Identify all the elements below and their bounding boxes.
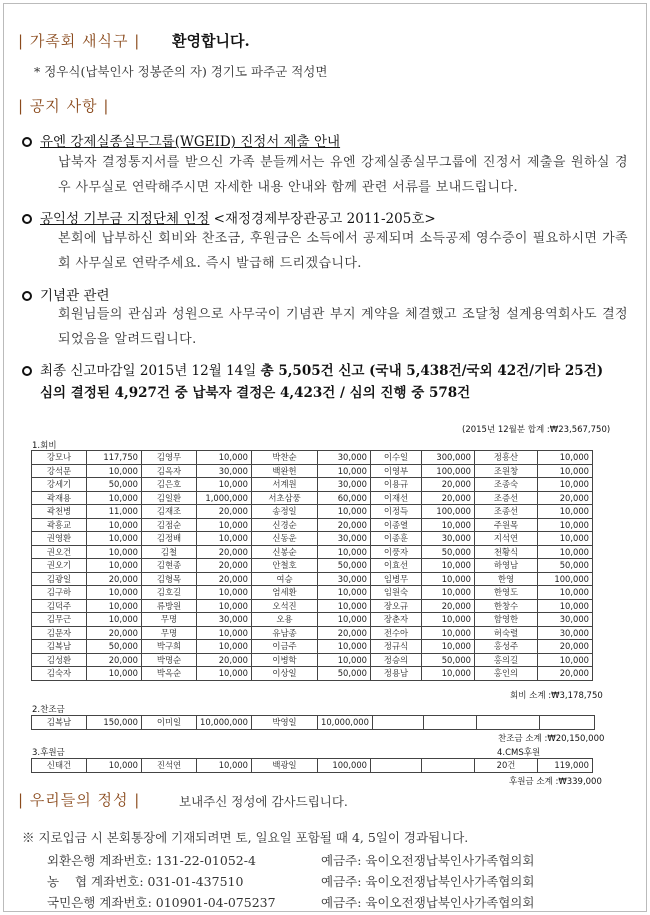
donor-name-cell: 무명 (142, 626, 197, 640)
donor-name-cell: 정승의 (371, 653, 422, 667)
amount-cell: 100,000 (422, 505, 475, 519)
donor-name-cell: 이수일 (371, 451, 422, 465)
notice-item-title (22, 207, 436, 227)
donor-name-cell: 송정일 (252, 505, 318, 519)
donor-name-cell: 이금주 (252, 640, 318, 654)
amount-cell: 10,000 (422, 586, 475, 600)
amount-cell: 100,000 (538, 572, 593, 586)
bullet-circle-icon (22, 214, 32, 224)
donor-name-cell: 김점순 (142, 518, 197, 532)
donor-name-cell: 김은호 (142, 478, 197, 492)
table-row (32, 640, 593, 654)
amount-cell: 10,000 (538, 653, 593, 667)
amount-cell: 10,000 (87, 464, 142, 478)
amount-cell: 10,000 (538, 545, 593, 559)
donor-name-cell: 진석연 (142, 759, 197, 773)
donor-name-cell: 이상일 (252, 667, 318, 681)
donor-name-cell: 백완헌 (252, 464, 318, 478)
review-statistics (40, 381, 470, 401)
amount-cell: 11,000 (87, 505, 142, 519)
donor-name-cell: 김숙자 (32, 667, 87, 681)
donor-name-cell: 조종숙 (475, 478, 538, 492)
amount-cell: 10,000 (422, 640, 475, 654)
amount-cell: 30,000 (318, 478, 371, 492)
donor-name-cell: 김형목 (142, 572, 197, 586)
amount-cell: 10,000 (197, 667, 252, 681)
notice-title-text: 유엔 강제실종실무그룹(WGEID) 진정서 제출 안내 (40, 134, 341, 150)
donor-name-cell (476, 716, 539, 730)
bank-account: 농 협 계좌번호: 031-01-437510 (47, 874, 244, 889)
amount-cell: 10,000 (318, 599, 371, 613)
amount-cell: 10,000 (87, 667, 142, 681)
donor-name-cell: 김일환 (142, 491, 197, 505)
donor-name-cell: 지석연 (475, 532, 538, 546)
donor-name-cell: 안철호 (252, 559, 318, 573)
table-row (32, 532, 593, 546)
amount-cell: 20,000 (197, 545, 252, 559)
donor-name-cell: 김재조 (142, 505, 197, 519)
table-row (32, 613, 593, 627)
amount-cell: 20,000 (422, 491, 475, 505)
bank-account: 외환은행 계좌번호: 131-22-01052-4 (47, 853, 256, 868)
amount-cell: 10,000 (87, 586, 142, 600)
amount-cell: 20,000 (318, 626, 371, 640)
donor-name-cell: 백광일 (252, 759, 318, 773)
donor-name-cell: 유남종 (252, 626, 318, 640)
donor-name-cell: 박영일 (252, 716, 318, 730)
amount-cell: 10,000 (87, 545, 142, 559)
amount-cell: 30,000 (197, 464, 252, 478)
amount-cell: 30,000 (197, 613, 252, 627)
stat-total: 총 5,505건 신고 (260, 363, 365, 379)
donor-name-cell (372, 716, 423, 730)
amount-cell: 119,000 (538, 759, 593, 773)
donor-name-cell: 하영남 (475, 559, 538, 573)
amount-cell: 20,000 (422, 478, 475, 492)
donor-name-cell: 김성환 (32, 653, 87, 667)
donor-name-cell: 조증선 (475, 491, 538, 505)
amount-cell: 10,000 (318, 464, 371, 478)
donor-name-cell: 류방원 (142, 599, 197, 613)
donor-name-cell: 김구하 (32, 586, 87, 600)
amount-cell: 10,000,000 (318, 716, 373, 730)
account-holder: 예금주: 육이오전쟁납북인사가족협의회 (321, 874, 535, 889)
membership-label: 1.회비 (32, 441, 57, 451)
donor-name-cell: 허숙렬 (475, 626, 538, 640)
donor-name-cell: 조원창 (475, 464, 538, 478)
donor-name-cell: 곽흥교 (32, 518, 87, 532)
donor-name-cell: 신경순 (252, 518, 318, 532)
donor-name-cell: 김철 (142, 545, 197, 559)
donor-name-cell: 박명순 (142, 653, 197, 667)
table-row (32, 759, 593, 773)
amount-cell: 10,000 (538, 532, 593, 546)
donor-name-cell: 엄세환 (252, 586, 318, 600)
amount-cell: 20,000 (87, 653, 142, 667)
new-member-info: * 정우식(납북인사 정봉준의 자) 경기도 파주군 적성면 (34, 64, 328, 79)
donor-name-cell: 정용남 (371, 667, 422, 681)
donor-name-cell: 장오규 (371, 599, 422, 613)
amount-cell: 10,000 (318, 613, 371, 627)
amount-cell: 10,000 (538, 599, 593, 613)
amount-cell (539, 716, 594, 730)
notice-item-body: 본회에 납부하신 회비와 찬조금, 후원금은 소득에서 공제되며 소득공제 영수증이 필요하시면 가족회 사무실로 연락주세요. 즉시 발급해 드리겠습니다. (58, 231, 628, 271)
table-row (32, 599, 593, 613)
donor-name-cell: 박찬순 (252, 451, 318, 465)
amount-cell: 10,000 (422, 518, 475, 532)
table-row (32, 559, 593, 573)
table-row (32, 518, 593, 532)
amount-cell: 50,000 (87, 478, 142, 492)
table-row (32, 451, 593, 465)
amount-cell: 10,000 (538, 464, 593, 478)
amount-cell: 20,000 (538, 491, 593, 505)
table-row (32, 491, 593, 505)
amount-cell: 10,000 (422, 559, 475, 573)
table-row (32, 716, 595, 730)
sponsorship-subtotal: 찬조금 소계 :₩20,150,000 (498, 734, 605, 744)
donor-name-cell: 오석진 (252, 599, 318, 613)
cms-label: 4.CMS후원 (497, 748, 541, 758)
donor-name-cell: 홍성주 (475, 640, 538, 654)
amount-cell: 20,000 (87, 572, 142, 586)
report-statistics (22, 359, 603, 379)
amount-cell: 30,000 (422, 532, 475, 546)
amount-cell: 10,000 (422, 572, 475, 586)
amount-cell: 10,000 (197, 532, 252, 546)
donor-name-cell: 이병학 (252, 653, 318, 667)
amount-cell: 20,000 (197, 505, 252, 519)
amount-cell: 10,000 (318, 586, 371, 600)
donor-name-cell (371, 759, 422, 773)
amount-cell: 10,000 (87, 599, 142, 613)
notice-section-title: | 공지 사항 | (18, 97, 110, 115)
family-section-title: | 가족회 새식구 | (18, 32, 141, 50)
amount-cell: 10,000 (197, 518, 252, 532)
amount-cell: 50,000 (318, 667, 371, 681)
notice-item-body: 납북자 결정통지서를 받으신 가족 분들께서는 유엔 강제실종실무그룹에 진정서 제출을 원하실 경우 사무실로 연락해주시면 자세한 내용 안내와 함께 관련 서류를 보내드립니다. (58, 155, 628, 195)
notice-title-text: 기념관 관련 (40, 288, 110, 304)
donor-name-cell: 홍인의 (475, 667, 538, 681)
devotion-thanks: 보내주신 정성에 감사드립니다. (179, 794, 348, 809)
donor-name-cell: 주원목 (475, 518, 538, 532)
amount-cell: 10,000 (87, 491, 142, 505)
amount-cell (423, 716, 476, 730)
donor-name-cell: 서계원 (252, 478, 318, 492)
notice-item-body: 회원님들의 관심과 성원으로 사무국이 기념관 부지 계약을 체결했고 조달청 설계용역회사도 결정되었음을 알려드립니다. (58, 307, 628, 347)
donor-name-cell: 이영부 (371, 464, 422, 478)
table-row (32, 464, 593, 478)
amount-cell: 10,000 (197, 626, 252, 640)
amount-cell: 30,000 (318, 451, 371, 465)
amount-cell: 10,000 (538, 451, 593, 465)
donor-name-cell: 정흥산 (475, 451, 538, 465)
amount-cell: 50,000 (422, 653, 475, 667)
donor-name-cell: 오용 (252, 613, 318, 627)
donor-name-cell: 이미일 (142, 716, 197, 730)
support-table (31, 758, 593, 773)
amount-cell: 100,000 (318, 759, 371, 773)
ledger-total: (2015년 12월분 합계 :₩23,567,750) (462, 425, 611, 435)
donor-name-cell: 신동운 (252, 532, 318, 546)
donor-name-cell: 20건 (475, 759, 538, 773)
donor-name-cell: 김정배 (142, 532, 197, 546)
donor-name-cell: 권오건 (32, 545, 87, 559)
amount-cell: 30,000 (318, 532, 371, 546)
table-row (32, 586, 593, 600)
donor-name-cell: 김옥자 (142, 464, 197, 478)
table-row (32, 653, 593, 667)
amount-cell: 1,000,000 (197, 491, 252, 505)
amount-cell: 20,000 (538, 667, 593, 681)
donor-name-cell: 이재선 (371, 491, 422, 505)
amount-cell: 10,000 (87, 559, 142, 573)
account-holder: 예금주: 육이오전쟁납북인사가족협의회 (321, 853, 535, 868)
amount-cell: 10,000 (197, 478, 252, 492)
donor-name-cell: 홍의길 (475, 653, 538, 667)
donor-name-cell: 한영도 (475, 586, 538, 600)
donor-name-cell: 임원숙 (371, 586, 422, 600)
donor-name-cell: 김복남 (32, 716, 87, 730)
amount-cell: 10,000 (538, 586, 593, 600)
donor-name-cell: 이풍자 (371, 545, 422, 559)
table-row (32, 478, 593, 492)
devotion-section-title: | 우리들의 정성 | (18, 791, 141, 809)
amount-cell: 100,000 (422, 464, 475, 478)
donor-name-cell: 권오기 (32, 559, 87, 573)
donor-name-cell: 임병무 (371, 572, 422, 586)
amount-cell: 50,000 (318, 559, 371, 573)
amount-cell: 10,000 (87, 759, 142, 773)
table-row (32, 505, 593, 519)
donor-name-cell: 김광일 (32, 572, 87, 586)
donor-name-cell: 곽천병 (32, 505, 87, 519)
amount-cell: 10,000 (318, 640, 371, 654)
bullet-circle-icon (22, 366, 32, 376)
donor-name-cell: 한영 (475, 572, 538, 586)
donor-name-cell: 정규식 (371, 640, 422, 654)
donor-name-cell: 강석문 (32, 464, 87, 478)
donor-name-cell: 곽재용 (32, 491, 87, 505)
giro-note: ※ 지로입금 시 본회통장에 기재되려면 토, 일요일 포함될 때 4, 5일이 경과됩니다. (22, 830, 469, 845)
donor-name-cell: 장춘자 (371, 613, 422, 627)
amount-cell: 10,000 (197, 586, 252, 600)
bullet-circle-icon (22, 291, 32, 301)
amount-cell: 10,000 (422, 667, 475, 681)
notice-item-title (22, 130, 340, 150)
amount-cell: 20,000 (197, 559, 252, 573)
amount-cell: 10,000 (197, 640, 252, 654)
donor-name-cell: 김문자 (32, 626, 87, 640)
amount-cell: 10,000 (87, 532, 142, 546)
donor-name-cell: 전수아 (371, 626, 422, 640)
amount-cell: 20,000 (87, 626, 142, 640)
sponsorship-label: 2.찬조금 (32, 705, 65, 715)
amount-cell: 150,000 (87, 716, 142, 730)
account-holder: 예금주: 육이오전쟁납북인사가족협의회 (321, 895, 535, 910)
amount-cell: 10,000 (87, 518, 142, 532)
amount-cell: 10,000 (538, 505, 593, 519)
amount-cell: 10,000 (422, 613, 475, 627)
sponsorship-table (31, 715, 595, 730)
membership-subtotal: 회비 소계 :₩3,178,750 (510, 691, 603, 701)
amount-cell: 10,000 (538, 478, 593, 492)
support-label: 3.후원금 (32, 748, 65, 758)
stat-breakdown: (국내 5,438건/국외 42건/기타 25건) (364, 363, 604, 379)
donor-name-cell: 이효선 (371, 559, 422, 573)
welcome-text: 환영합니다. (172, 32, 250, 50)
amount-cell: 20,000 (538, 640, 593, 654)
amount-cell: 10,000 (197, 759, 252, 773)
donor-name-cell: 박옥순 (142, 667, 197, 681)
amount-cell: 20,000 (422, 599, 475, 613)
donor-name-cell: 여승 (252, 572, 318, 586)
donor-name-cell: 박구희 (142, 640, 197, 654)
amount-cell: 300,000 (422, 451, 475, 465)
table-row (32, 626, 593, 640)
donor-name-cell: 조종선 (475, 505, 538, 519)
membership-table (31, 450, 593, 681)
amount-cell: 10,000 (538, 518, 593, 532)
amount-cell: 10,000 (318, 653, 371, 667)
donor-name-cell: 이정득 (371, 505, 422, 519)
amount-cell: 117,750 (87, 451, 142, 465)
donor-name-cell: 김현종 (142, 559, 197, 573)
amount-cell: 30,000 (538, 626, 593, 640)
notice-title-extra: <재정경제부장관공고 2011-205호> (209, 211, 436, 227)
donor-name-cell: 강세기 (32, 478, 87, 492)
stat-part-a: 최종 신고마감일 2015년 12월 14일 (40, 363, 261, 379)
table-row (32, 545, 593, 559)
review-statistics-text: 심의 결정된 4,927건 중 납북자 결정은 4,423건 / 심의 진행 중 578건 (40, 385, 471, 401)
amount-cell: 30,000 (538, 613, 593, 627)
amount-cell: 50,000 (538, 559, 593, 573)
donor-name-cell: 신태건 (32, 759, 87, 773)
amount-cell: 50,000 (422, 545, 475, 559)
table-row (32, 667, 593, 681)
bullet-circle-icon (22, 137, 32, 147)
amount-cell: 10,000 (197, 451, 252, 465)
amount-cell: 10,000 (318, 545, 371, 559)
donor-name-cell: 김영무 (142, 451, 197, 465)
amount-cell: 10,000 (318, 505, 371, 519)
amount-cell: 10,000 (87, 613, 142, 627)
donor-name-cell: 천황식 (475, 545, 538, 559)
notice-item-title (22, 284, 110, 304)
donor-name-cell: 김복남 (32, 640, 87, 654)
donor-name-cell: 이용규 (371, 478, 422, 492)
table-row (32, 572, 593, 586)
amount-cell: 10,000,000 (197, 716, 252, 730)
amount-cell: 20,000 (318, 518, 371, 532)
amount-cell: 20,000 (197, 653, 252, 667)
donor-name-cell: 김덕주 (32, 599, 87, 613)
donor-name-cell: 이종열 (371, 518, 422, 532)
donor-name-cell: 신봉순 (252, 545, 318, 559)
donor-name-cell: 한창수 (475, 599, 538, 613)
donor-name-cell: 무명 (142, 613, 197, 627)
donor-name-cell: 권영환 (32, 532, 87, 546)
bank-account: 국민은행 계좌번호: 010901-04-075237 (47, 895, 276, 910)
amount-cell: 10,000 (197, 599, 252, 613)
amount-cell: 10,000 (422, 626, 475, 640)
amount-cell: 30,000 (318, 572, 371, 586)
donor-name-cell: 김무근 (32, 613, 87, 627)
donor-name-cell: 함영한 (475, 613, 538, 627)
donor-name-cell: 김호길 (142, 586, 197, 600)
support-subtotal: 후원금 소계 :₩339,000 (509, 777, 602, 787)
amount-cell: 50,000 (87, 640, 142, 654)
amount-cell (422, 759, 475, 773)
donor-name-cell: 서초삼풍 (252, 491, 318, 505)
amount-cell: 20,000 (197, 572, 252, 586)
amount-cell: 60,000 (318, 491, 371, 505)
donor-name-cell: 이종훈 (371, 532, 422, 546)
notice-title-text: 공익성 기부금 지정단체 인정 (40, 211, 210, 227)
donor-name-cell: 강모나 (32, 451, 87, 465)
